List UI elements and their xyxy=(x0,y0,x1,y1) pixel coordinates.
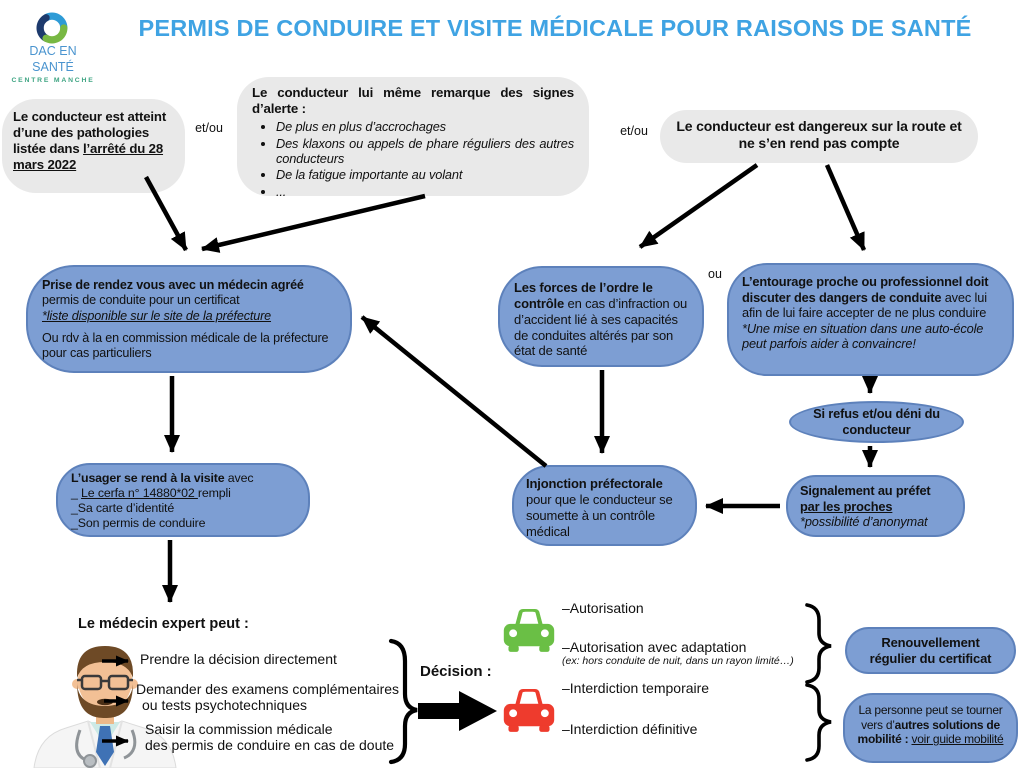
mobilite-bold: autres solutions de mobilité xyxy=(857,717,1000,747)
bubble-solutions-mobilite xyxy=(843,693,1018,763)
connector-et-ou-1: et/ou xyxy=(195,121,223,135)
bubble-rdv-medecin xyxy=(26,265,352,373)
cerfa-prefix: _ xyxy=(71,486,82,501)
label-interdiction-definitive: –Interdiction définitive xyxy=(562,721,698,737)
dac-sante-logo-icon xyxy=(32,8,72,48)
rdv-alt: Ou rdv à la en commission médicale de la préfecture pour cas particuliers xyxy=(42,331,329,361)
logo-line2: SANTÉ xyxy=(32,59,74,74)
option-commission xyxy=(145,721,394,753)
label-autorisation-adaptation: –Autorisation avec adaptation xyxy=(562,639,747,655)
renouvellement-line2: régulier du certificat xyxy=(869,650,992,666)
dangereux-text: Le conducteur est dangereux sur la route et ne s’en rend pas compte xyxy=(676,118,962,152)
red-car-icon xyxy=(501,686,557,733)
mobilite-sep: : xyxy=(901,732,912,747)
arrete-2022-link[interactable]: l’arrêté du 28 mars 2022 xyxy=(13,141,164,173)
injonction-rest: pour que le conducteur se soumette à un contrôle médical xyxy=(526,491,673,539)
logo-line1: DAC EN xyxy=(29,44,77,58)
connector-et-ou-2: et/ou xyxy=(620,124,648,138)
option-line: des permis de conduire en cas de doute xyxy=(145,737,395,754)
renouvellement-line1: Renouvellement xyxy=(881,635,980,650)
bubble-signalement xyxy=(786,475,965,537)
bubble-entourage xyxy=(727,263,1014,376)
option-decision-directe xyxy=(140,651,337,667)
bubble-signes-alerte xyxy=(237,77,589,199)
entourage-bold: L’entourage proche ou professionnel doit discuter des dangers de conduite xyxy=(742,274,989,305)
label-interdiction-temporaire: –Interdiction temporaire xyxy=(562,680,710,696)
rdv-heading: Prise de rendez vous avec un médecin agréé xyxy=(42,278,304,292)
alert-bullet: • Des klaxons ou appels de phare réguliers des autres conducteurs xyxy=(276,136,574,167)
forces-bold: Les forces de l’ordre le contrôle xyxy=(514,280,653,311)
logo-text xyxy=(8,44,98,86)
bubble-visite xyxy=(56,463,310,537)
prefecture-list-link[interactable]: *liste disponible sur le site de la préfecture xyxy=(42,308,272,323)
injonction-bold: Injonction préfectorale xyxy=(526,476,663,491)
forces-rest: en cas d’infraction ou d’accident lié à ses capacités de conduites altérés par son état de santé xyxy=(514,295,688,359)
arrow-dangereux-to-forces xyxy=(640,165,757,247)
bubble-pathologies xyxy=(2,99,185,193)
decision-label: Décision : xyxy=(420,663,492,680)
entourage-rest: avec lui afin de lui faire accepter de ne plus conduire xyxy=(742,289,987,321)
arrow-dangereux-to-entourage xyxy=(827,165,864,250)
brace-interdiction xyxy=(807,685,831,760)
guide-mobilite-link[interactable]: voir guide mobilité xyxy=(911,732,1004,747)
bubble-si-refus xyxy=(789,401,964,443)
green-car-icon xyxy=(501,606,557,653)
bubble-conducteur-dangereux xyxy=(660,110,978,163)
alert-bullet: • De la fatigue importante au volant xyxy=(276,167,574,182)
label-adaptation-note: (ex: hors conduite de nuit, dans un rayon limité…) xyxy=(562,655,794,667)
arrow-signes-to-rdv xyxy=(202,196,425,249)
bubble-renouvellement xyxy=(845,627,1016,674)
connector-ou: ou xyxy=(708,267,722,281)
decision-big-arrow xyxy=(418,691,497,731)
option-line: Prendre la décision directement xyxy=(140,651,337,667)
mobilite-prefix: La personne peut se tourner vers d’ xyxy=(858,703,1003,732)
signalement-bold: Signalement au préfet xyxy=(800,483,931,498)
medecin-heading: Le médecin expert peut : xyxy=(78,616,249,632)
option-line: Saisir la commission médicale xyxy=(145,721,333,737)
rdv-line2: permis de conduite pour un certificat xyxy=(42,293,240,308)
visite-rest: avec xyxy=(224,471,254,485)
option-examens xyxy=(136,681,399,713)
option-line: ou tests psychotechniques xyxy=(142,697,307,714)
signes-heading: Le conducteur lui même remarque des signes d’alerte : xyxy=(252,85,574,117)
visite-item3: _Son permis de conduire xyxy=(71,516,206,531)
page-title: PERMIS DE CONDUIRE ET VISITE MÉDICALE POUR RAISONS DE SANTÉ xyxy=(138,15,972,41)
alert-bullet: • ... xyxy=(276,184,574,199)
visite-item2: _Sa carte d’identité xyxy=(71,501,175,516)
cerfa-suffix: rempli xyxy=(197,486,231,501)
option-line: Demander des examens complémentaires xyxy=(136,681,400,697)
label-autorisation: –Autorisation xyxy=(562,600,644,616)
entourage-note: *Une mise en situation dans une auto-école peut parfois aider à convaincre! xyxy=(742,320,984,352)
alert-bullet: • De plus en plus d’accrochages xyxy=(276,119,574,134)
bubble-injonction xyxy=(512,465,697,546)
pathologies-text: Le conducteur est atteint d’une des pathologies listée dans xyxy=(13,109,167,157)
par-les-proches-link[interactable]: par les proches xyxy=(800,498,893,514)
refus-text: Si refus et/ou déni du conducteur xyxy=(813,406,940,437)
cerfa-link[interactable]: Le cerfa n° 14880*02 xyxy=(81,486,198,501)
bubble-forces-ordre xyxy=(498,266,704,367)
logo-subtitle: CENTRE MANCHE xyxy=(11,77,95,85)
signes-bullet-list xyxy=(252,119,574,199)
visite-bold: L’usager se rend à la visite xyxy=(71,471,225,485)
brace-autorisation xyxy=(807,605,831,682)
signalement-note: *possibilité d’anonymat xyxy=(800,514,928,530)
